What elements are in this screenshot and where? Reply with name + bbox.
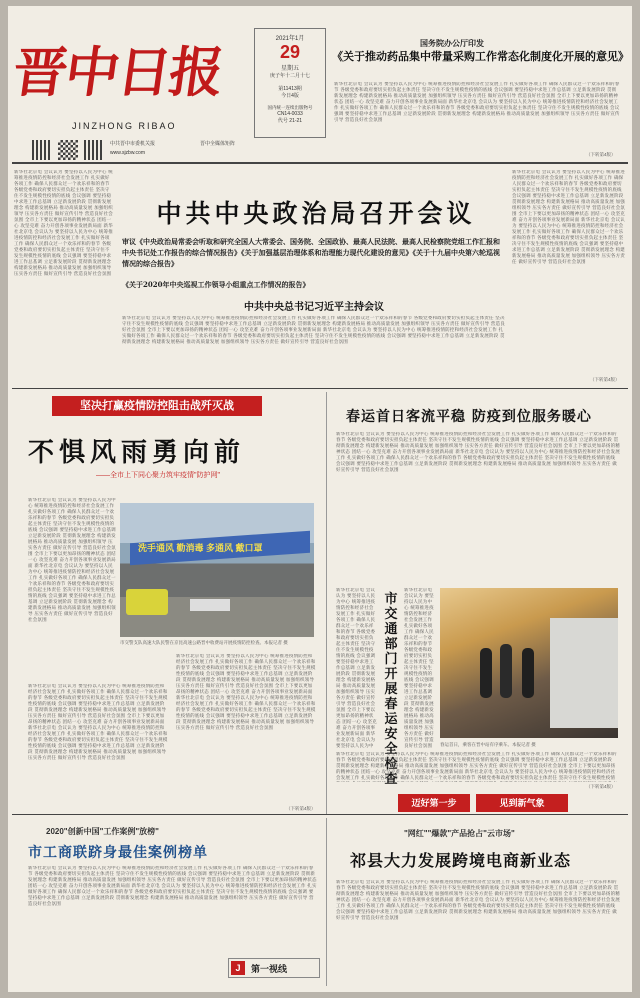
lead-subhead: 中共中央总书记习近平主持会议	[244, 302, 384, 313]
masthead-website: www.sjzbw.com	[110, 150, 146, 156]
date-lunar: 庚子年十二月十七	[269, 73, 310, 79]
feature-more: （下转第4版）	[286, 806, 316, 811]
section-rule	[12, 388, 628, 389]
feature-headline: 不惧风雨勇向前	[28, 438, 246, 468]
masthead-logo: 晋中日报	[9, 40, 227, 104]
issue-number: 第11413期	[278, 86, 302, 92]
bottom-left-kicker: 2020"创新中国"工作案例"放榜"	[46, 827, 159, 836]
right-headline: 春运首日客流平稳 防疫到位服务暖心	[346, 409, 592, 425]
right-body-left	[336, 588, 378, 748]
top-right-headline: 《关于推动药品集中带量采购工作常态化制度化开展的意见》	[332, 50, 629, 63]
passenger	[480, 648, 492, 698]
right-more: （下转第4版）	[586, 784, 616, 789]
cn-label: 国内统一连续出版物号	[267, 105, 313, 110]
qr-code-icon	[84, 140, 104, 160]
car	[190, 599, 230, 611]
lead-headline: 中共中央政治局召开会议	[156, 199, 476, 228]
top-right-more: （下转第4版）	[586, 152, 616, 157]
page-count: 今日4版	[281, 93, 299, 99]
column-divider	[326, 818, 327, 986]
feature-body-col2	[28, 684, 168, 804]
date-day: 29	[279, 42, 301, 62]
bottom-left-headline: 市工商联跻身最佳案例榜单	[28, 845, 208, 861]
lead-deck: 审议《中央政治局常委会听取和研究全国人大常委会、国务院、全国政协、最高人民法院、最高人民检察院党组工作汇报和中央书记处工作报告的综合情况报告》《关于加强基层治理体系和治理能力现代化建设的意见》《关于十九届中央第六轮巡视情况的综合报告》	[122, 237, 500, 268]
lead-deck2: 《关于2020年中央巡视工作领导小组重点工作情况的报告》	[122, 280, 310, 289]
bottom-right-banner-right: 见到新气象	[476, 794, 568, 812]
badge-label: 第一视线	[251, 964, 288, 974]
masthead-side-note: 晋中全媒体矩阵	[200, 141, 236, 147]
right-body-top	[336, 432, 620, 582]
postal-code: 代号 21-21	[277, 118, 303, 124]
station-photo	[440, 588, 618, 738]
lead-right-column	[512, 170, 626, 376]
right-body-mid	[404, 588, 436, 748]
cn-code: CN14-0033	[277, 111, 303, 117]
right-vertical-headline: 市交通部门开展春运安全检查	[384, 592, 398, 787]
top-right-kicker: 国务院办公厅印发	[420, 39, 484, 48]
lead-body	[122, 316, 506, 384]
feature-photo	[120, 503, 314, 637]
date-year-month: 2021年1月	[275, 36, 305, 42]
masthead-rule	[12, 162, 628, 164]
feature-subhead: ——全市上下同心聚力筑牢疫情"防护网"	[96, 472, 220, 479]
lead-left-column	[14, 170, 114, 380]
column-divider	[326, 392, 327, 814]
bottom-right-kicker: "网红""爆款"产品抢占"云市场"	[404, 829, 515, 838]
bus	[126, 589, 168, 615]
feature-banner: 坚决打赢疫情防控阻击战歼灭战	[52, 396, 262, 416]
qr-code-icon	[58, 140, 78, 160]
top-right-body	[334, 82, 620, 150]
feature-body-col3	[176, 654, 316, 804]
qr-code-icon	[32, 140, 52, 160]
date-weekday: 星期五	[280, 66, 299, 72]
bottom-right-body	[336, 880, 620, 984]
bottom-right-headline: 祁县大力发展跨境电商新业态	[350, 851, 572, 870]
passenger	[500, 644, 512, 698]
section-rule	[12, 814, 628, 815]
passenger	[522, 648, 534, 698]
feature-photo-caption: 市交警支队高速大队民警在京昆高速公路晋中收费站开展疫情防控检查。本报记者 摄	[120, 640, 288, 645]
masthead-pinyin: JINZHONG RIBAO	[72, 121, 177, 131]
bottom-right-banner-left: 迈好第一步	[398, 794, 470, 812]
badge-icon: J	[231, 961, 245, 975]
lead-more: （下转第4版）	[590, 377, 620, 382]
masthead-publisher: 中共晋中市委机关报	[110, 141, 156, 147]
train	[550, 618, 618, 728]
overpass-slogan: 洗手通风 勤消毒 多通风 戴口罩	[138, 543, 263, 553]
right-body-bottom	[336, 752, 618, 782]
date-box	[254, 28, 326, 138]
column-badge	[228, 958, 320, 978]
station-photo-caption: 春运首日，乘客在晋中站有序乘车。本报记者 摄	[440, 742, 536, 747]
feature-body-col1	[28, 498, 116, 676]
